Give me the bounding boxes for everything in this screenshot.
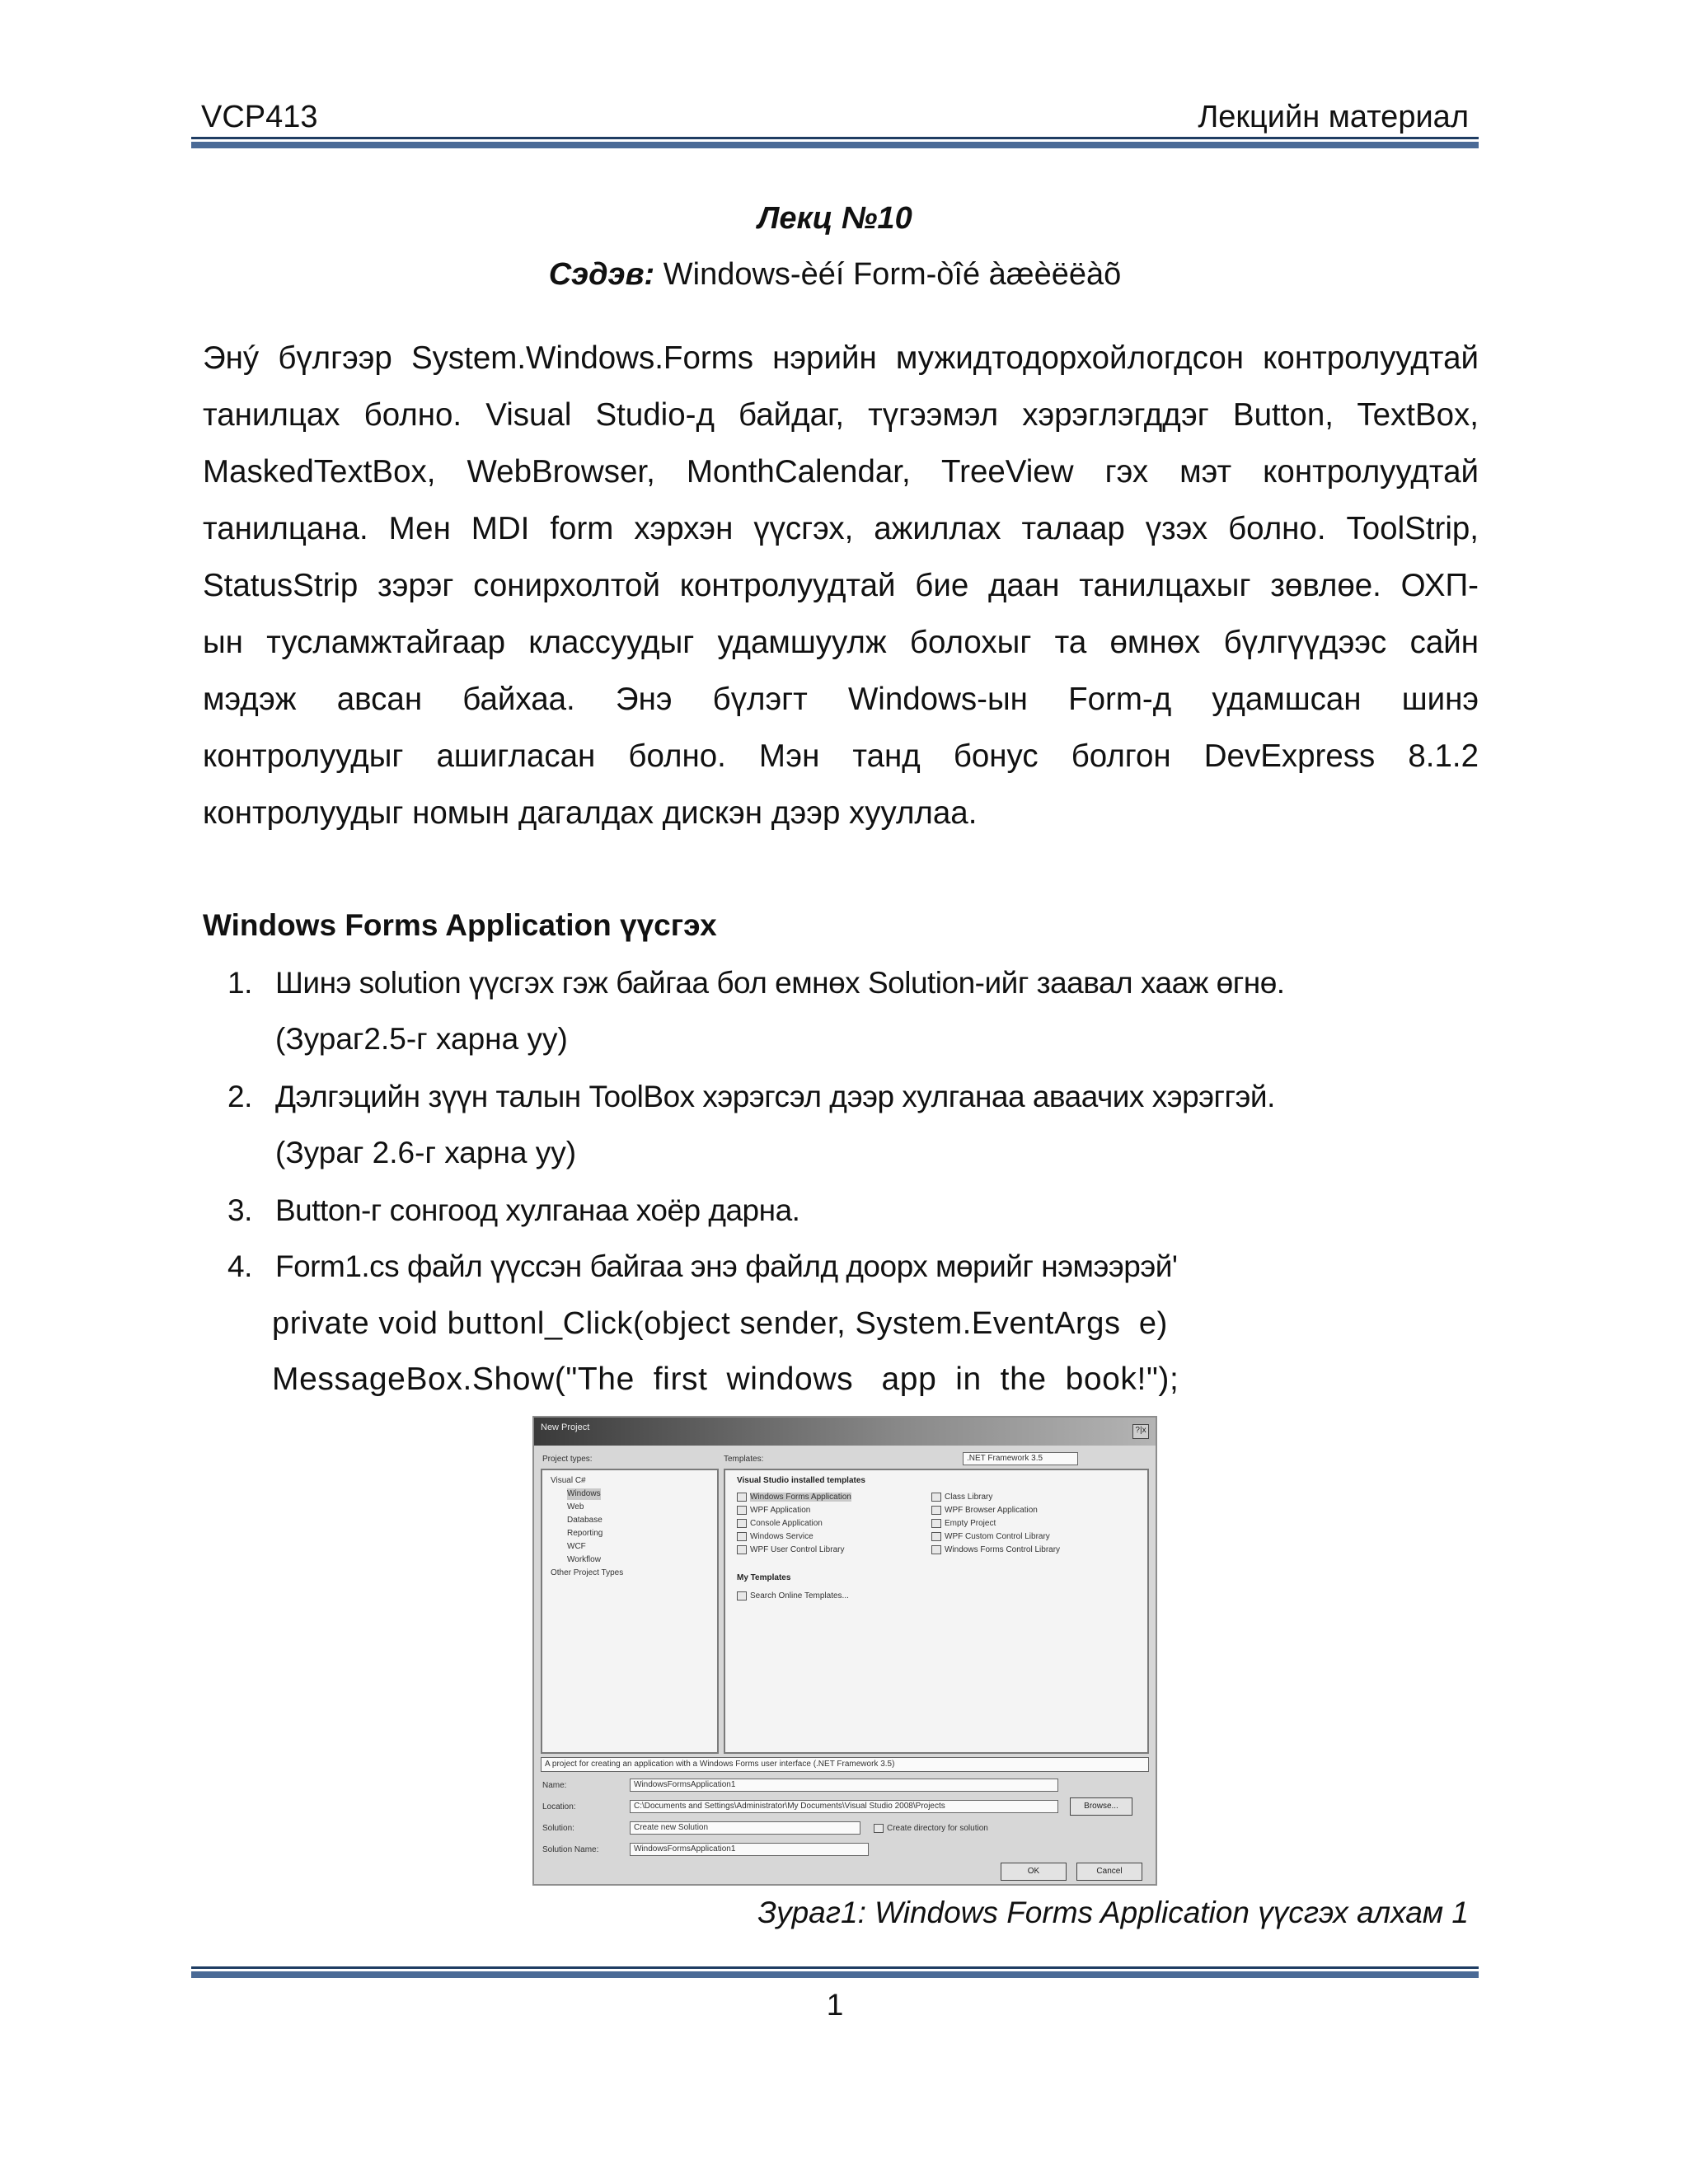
intro-line: ын тусламжтайгаар классуудыг удамшуулж болохыг та өмнөх бүлгүүдээс сайн <box>203 625 1479 660</box>
tree-item: Workflow <box>567 1555 601 1564</box>
solution-label: Solution: <box>542 1824 574 1833</box>
name-field <box>630 1779 1058 1792</box>
project-template-icon <box>931 1493 941 1502</box>
project-template-icon <box>931 1506 941 1515</box>
step-number: 1. <box>227 966 252 1000</box>
intro-line: танилцах болно. Visual Studio-д байдаг, түгээмэл хэрэглэгддэг Button, TextBox, <box>203 397 1479 433</box>
intro-line: Энý бүлгээр System.Windows.Forms нэрийн мужидтодорхойлогдсон контролуудтай <box>203 340 1479 376</box>
location-value: C:\Documents and Settings\Administrator\My Documents\Visual Studio 2008\Projects <box>634 1802 945 1811</box>
location-label: Location: <box>542 1802 576 1811</box>
project-template-icon <box>931 1519 941 1528</box>
intro-line: мэдэж авсан байхаа. Энэ бүлэгт Windows-ын Form-д удамшсан шинэ <box>203 682 1479 717</box>
project-template-icon <box>931 1532 941 1541</box>
step-number: 2. <box>227 1080 252 1113</box>
template-item: WPF Browser Application <box>931 1505 1038 1516</box>
step-text: Дэлгэцийн зүүн талын ToolBox хэрэгсэл дээр хулганаа аваачих хэрэггэй. <box>275 1080 1275 1113</box>
step-number: 3. <box>227 1193 252 1227</box>
code-line: private void buttonl_Click(object sender, System.EventArgs e) <box>272 1306 1168 1341</box>
figure-caption: Зураг1: Windows Forms Application үүсгэх алхам 1 <box>757 1896 1469 1929</box>
tree-item: Windows <box>567 1489 601 1498</box>
step-continuation: (Зураг2.5-г харна уу) <box>275 1022 568 1056</box>
my-templates-heading: My Templates <box>737 1573 791 1582</box>
location-field <box>630 1800 1058 1813</box>
template-item: Search Online Templates... <box>737 1591 849 1602</box>
solution-select <box>630 1821 860 1835</box>
new-project-dialog-screenshot <box>532 1416 1157 1886</box>
project-types-tree <box>541 1469 719 1754</box>
project-template-icon <box>737 1493 747 1502</box>
checkbox-checked-icon <box>874 1824 884 1833</box>
topic-label: Сэдэв: <box>548 257 655 292</box>
name-value: WindowsFormsApplication1 <box>634 1780 736 1789</box>
header-course-code: VCP413 <box>201 100 318 134</box>
template-item: Windows Service <box>737 1531 814 1543</box>
step-text: Button-г сонгоод хулганаа хоёр дарна. <box>275 1193 800 1227</box>
template-item: WPF Application <box>737 1505 810 1516</box>
create-directory-checkbox: Create directory for solution <box>874 1823 988 1835</box>
solution-name-label: Solution Name: <box>542 1845 599 1854</box>
project-types-label: Project types: <box>542 1455 593 1464</box>
step-text: Шинэ solution үүсгэх гэж байгаа бол емнөх Solution-ийг заавал хааж өгнө. <box>275 966 1285 1000</box>
intro-line: контролуудыг номын дагалдах дискэн дээр хууллаа. <box>203 795 978 831</box>
framework-select <box>963 1452 1078 1465</box>
tree-item: WCF <box>567 1542 586 1551</box>
intro-line: StatusStrip зэрэг сонирхолтой контролуудтай бие даан танилцахыг зөвлөе. ОХП- <box>203 568 1479 603</box>
browse-button: Browse... <box>1070 1797 1132 1816</box>
tree-item: Web <box>567 1502 584 1511</box>
tree-item: Visual C# <box>551 1476 586 1485</box>
intro-paragraph <box>203 333 1479 845</box>
intro-line: контролуудыг ашигласан болно. Мэн танд бонус болгон DevExpress 8.1.2 <box>203 738 1479 774</box>
template-item: Windows Forms Application <box>737 1492 851 1503</box>
template-item: Class Library <box>931 1492 992 1503</box>
framework-value: .NET Framework 3.5 <box>967 1454 1043 1463</box>
header-rule-thick <box>191 142 1479 148</box>
header-doc-type: Лекцийн материал <box>1198 100 1469 134</box>
page-number: 1 <box>826 1988 844 2022</box>
project-template-icon <box>737 1545 747 1554</box>
solution-name-value: WindowsFormsApplication1 <box>634 1844 736 1854</box>
templates-label: Templates: <box>724 1455 764 1464</box>
step-text: Form1.cs файл үүссэн байгаа энэ файлд доорх мөрийг нэмээрэй' <box>275 1249 1178 1283</box>
name-label: Name: <box>542 1781 567 1790</box>
intro-line: танилцана. Мен MDI form хэрхэн үүсгэх, ажиллах талаар үзэх болно. ToolStrip, <box>203 511 1479 546</box>
project-template-icon <box>737 1506 747 1515</box>
template-item: Console Application <box>737 1518 823 1530</box>
project-template-icon <box>931 1545 941 1554</box>
footer-rule-thick <box>191 1971 1479 1978</box>
template-item: WPF User Control Library <box>737 1544 844 1556</box>
tree-item: Reporting <box>567 1529 603 1538</box>
step-number: 4. <box>227 1249 252 1283</box>
section-heading: Windows Forms Application үүсгэх <box>203 908 717 942</box>
solution-name-field <box>630 1843 869 1856</box>
tree-item: Other Project Types <box>551 1568 624 1577</box>
header-rule-thin <box>191 137 1479 139</box>
lecture-number: Лекц №10 <box>757 201 912 236</box>
step-continuation: (Зураг 2.6-г харна уу) <box>275 1136 577 1169</box>
dialog-title-bar <box>534 1418 1156 1446</box>
footer-rule-thin <box>191 1966 1479 1969</box>
cancel-button: Cancel <box>1076 1863 1142 1881</box>
project-template-icon <box>737 1519 747 1528</box>
template-item: Empty Project <box>931 1518 996 1530</box>
intro-line: MaskedTextBox, WebBrowser, MonthCalendar, TreeView гэх мэт контролуудтай <box>203 454 1479 490</box>
topic-value: Windows-èéí Form-òîé àæèëëàõ <box>663 257 1122 292</box>
description-text: A project for creating an application with a Windows Forms user interface (.NET Framework 3.5) <box>545 1760 895 1769</box>
ok-button: OK <box>1001 1863 1067 1881</box>
close-icon: ?|x <box>1132 1424 1149 1439</box>
template-item: WPF Custom Control Library <box>931 1531 1050 1543</box>
dialog-title: New Project <box>541 1422 590 1432</box>
tree-item: Database <box>567 1516 603 1525</box>
installed-templates-heading: Visual Studio installed templates <box>737 1476 865 1485</box>
search-icon <box>737 1591 747 1601</box>
lecture-topic <box>191 254 1479 295</box>
code-line: MessageBox.Show("The first windows app in the book!"); <box>272 1361 1179 1397</box>
template-item: Windows Forms Control Library <box>931 1544 1060 1556</box>
solution-value: Create new Solution <box>634 1823 709 1832</box>
templates-pane <box>724 1469 1149 1754</box>
description-bar <box>541 1757 1149 1772</box>
project-template-icon <box>737 1532 747 1541</box>
